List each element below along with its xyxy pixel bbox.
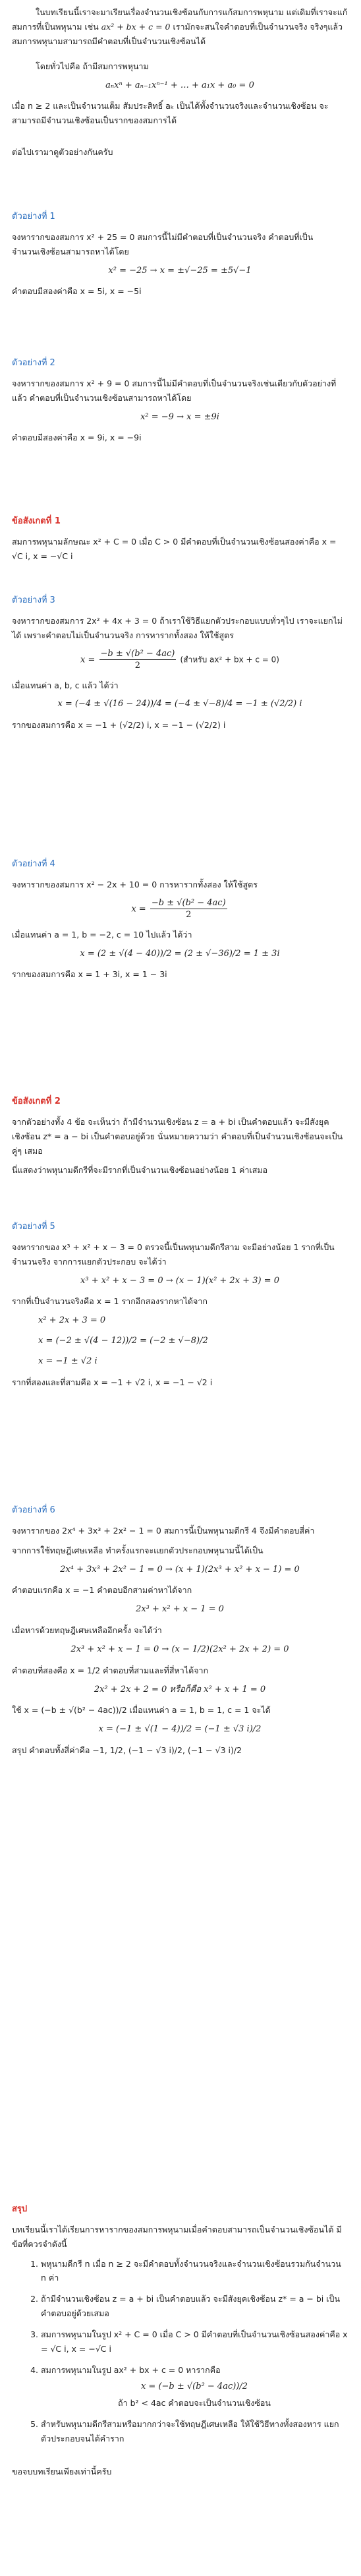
example-4-substitute-text: เมื่อแทนค่า a = 1, b = −2, c = 10 ไปแล้ว ได้ว่า	[12, 929, 192, 940]
quadratic-formula: x = $\frac{\text{−b ± √(b² − 4ac)}}{2}$ (สำหรับ ax² + bx + c = 0)	[80, 648, 279, 671]
example-6-solve: x = (−1 ± √(1 − 4))/2 = (−1 ± √3 i)/2	[98, 1724, 262, 1735]
example-6-text-2: จากการใช้ทฤษฎีเศษเหลือ ทำครั้งแรกจะแยกตัวประกอบพหุนามนี้ได้เป็น	[12, 1545, 264, 1555]
summary-item: 4. สมการพหุนามในรูป ax² + bx + c = 0 หารากคือ x = (−b ± √(b² − 4ac))/2 ถ้า b² < 4ac คำตอบจะเป็นจำนวนเชิงซ้อน	[41, 2363, 348, 2411]
example-5-quadratic: x² + 2x + 3 = 0	[38, 1315, 106, 1326]
example-4-answer: รากของสมการคือ x = 1 + 3i, x = 1 − 3i	[12, 969, 167, 980]
example-5-text-2: รากที่เป็นจำนวนจริงคือ x = 1 รากอีกสองรากหาได้จาก	[12, 1296, 208, 1307]
example-5-answer: รากที่สองและที่สามคือ x = −1 + √2 i, x = −1 − √2 i	[12, 1377, 213, 1387]
example-2-equation: x² = −9 → x = ±9i	[140, 411, 219, 422]
example-3-text: จงหารากของสมการ 2x² + 4x + 3 = 0 ถ้าเราใช้วิธีแยกตัวประกอบแบบทั่วๆไป เราจะแยกไม่ได้ เพราะคำตอบไม่เป็นจำนวนจริง การหารากทั้งสอง ให้ใช้สูตร	[12, 615, 343, 640]
example-6-heading: ตัวอย่างที่ 6	[12, 1505, 55, 1515]
example-6-factorization-2: 2x³ + x² + x − 1 = 0 → (x − 1/2)(2x² + 2x + 2) = 0	[70, 1644, 289, 1654]
summary-formula-note: ถ้า b² < 4ac คำตอบจะเป็นจำนวนเชิงซ้อน	[118, 2398, 271, 2409]
note-2	[12, 1094, 348, 1183]
note-1-heading: ข้อสังเกตที่ 1	[12, 516, 61, 526]
example-6-text-3: คำตอบแรกคือ x = −1 คำตอบอีกสามค่าหาได้จาก	[12, 1585, 192, 1596]
example-5-text: จงหารากของ x³ + x² + x − 3 = 0 ตรวจนี้เป็นพหุนามดีกรีสาม จะมีอย่างน้อย 1 รากที่เป็นจำนวนจริง จากการแยกตัวประกอบ จะได้ว่า	[12, 1242, 335, 1267]
note-2-heading: ข้อสังเกตที่ 2	[12, 1096, 61, 1106]
intro-paragraph-1: ในบทเรียนนี้เราจะมาเรียนเรื่องจำนวนเชิงซ้อนกับการแก้สมการพหุนาม แต่เดิมที่เราจะแก้สมการที่เป็นพหุนาม เช่น ax² + bx + c = 0 เรามักจะสนใจคำตอบที่เป็นจำนวนจริง จริงๆแล้ว สมการพหุนามสามารถมีคำตอบที่เป็นจำนวนเชิงซ้อนได้	[12, 7, 348, 46]
example-1-text: จงหารากของสมการ x² + 25 = 0 สมการนี้ไม่มีคำตอบที่เป็นจำนวนจริง คำตอบที่เป็นจำนวนเชิงซ้อนสามารถหาได้โดย	[12, 231, 314, 256]
intro-paragraph-4: ต่อไปเรามาดูตัวอย่างกันครับ	[12, 147, 113, 158]
example-4-substitution: x = (2 ± √(4 − 40))/2 = (2 ± √−36)/2 = 1 ± 3i	[80, 948, 280, 959]
general-polynomial-equation: aₙxⁿ + aₙ₋₁xⁿ⁻¹ + … + a₁x + a₀ = 0	[105, 80, 254, 90]
summary-item: 5. สำหรับพหุนามดีกรีสามหรือมากกว่าจะใช้ทฤษฎีเศษเหลือ ให้ใช้วิธีทางทั้งสองหาร แยกตัวประกอบจนได้คำราก	[41, 2417, 348, 2446]
quadratic-formula-fraction: $\frac{\text{−b ± √(b² − 4ac)}}{2}$	[100, 648, 175, 671]
summary-item: 3. สมการพหุนามในรูป x² + C = 0 เมื่อ C > 0 มีคำตอบที่เป็นจำนวนเชิงซ้อนสองค่าคือ x = √C i, x = −√C i	[41, 2327, 348, 2356]
summary-heading: สรุป	[12, 2204, 28, 2214]
example-2-answer: คำตอบมีสองค่าคือ x = 9i, x = −9i	[12, 433, 142, 443]
summary-item: 1. พหุนามดีกรี n เมื่อ n ≥ 2 จะมีคำตอบทั้งจำนวนจริงและจำนวนเชิงซ้อนรวมกันจำนวน n ค่า	[41, 2257, 348, 2286]
note-1	[12, 514, 348, 569]
example-6-text-6: ใช้ x = (−b ± √(b² − 4ac))/2 เมื่อแทนค่า a = 1, b = 1, c = 1 จะได้	[12, 1705, 271, 1716]
example-3-substitute-text: เมื่อแทนค่า a, b, c แล้ว ได้ว่า	[12, 680, 119, 690]
example-3-substitution: x = (−4 ± √(16 − 24))/4 = (−4 ± √−8)/4 = −1 ± (√2/2) i	[57, 699, 302, 709]
example-2	[12, 356, 348, 450]
example-2-heading: ตัวอย่างที่ 2	[12, 358, 55, 368]
summary-formula: x = (−b ± √(b² − 4ac))/2	[140, 2381, 248, 2391]
example-5	[12, 1220, 348, 1394]
example-5-factorization: x³ + x² + x − 3 = 0 → (x − 1)(x² + 2x + 3) = 0	[80, 1275, 279, 1286]
summary-item: 2. ถ้ามีจำนวนเชิงซ้อน z = a + bi เป็นคำตอบแล้ว จะมีสังยุคเชิงซ้อน z* = a − bi เป็นคำตอบอยู่ด้วยเสมอ	[41, 2292, 348, 2321]
summary-intro: บทเรียนนี้เราได้เรียนการหารากของสมการพหุนามเมื่อคำตอบสามารถเป็นจำนวนเชิงซ้อนได้ มีข้อที่ควรจำดังนี้	[12, 2224, 342, 2249]
example-6	[12, 1503, 348, 1763]
example-6-text: จงหารากของ 2x⁴ + 3x³ + 2x² − 1 = 0 สมการนี้เป็นพหุนามดีกรี 4 จึงมีคำตอบสี่ค่า	[12, 1525, 315, 1536]
closing-text: ขอจบบทเรียนเพียงเท่านี้ครับ	[12, 2467, 112, 2477]
example-5-roots: x = −1 ± √2 i	[38, 1356, 97, 1366]
example-5-solve: x = (−2 ± √(4 − 12))/2 = (−2 ± √−8)/2	[38, 1335, 208, 1346]
intro-paragraph-3: เมื่อ n ≥ 2 และเป็นจำนวนเต็ม สัมประสิทธิ์ aₖ เป็นได้ทั้งจำนวนจริงและจำนวนเชิงซ้อน จะสามารถมีจำนวนเชิงซ้อนเป็นรากของสมการได้	[12, 101, 329, 126]
example-1-heading: ตัวอย่างที่ 1	[12, 212, 55, 222]
example-1	[12, 210, 348, 304]
example-1-equation: x² = −25 → x = ±√−25 = ±5√−1	[108, 265, 252, 276]
example-6-text-4: เมื่อหารด้วยทฤษฎีเศษเหลืออีกครั้ง จะได้ว่า	[12, 1625, 162, 1635]
example-6-answer: สรุป คำตอบทั้งสี่ค่าคือ −1, 1/2, (−1 − √3 i)/2, (−1 − √3 i)/2	[12, 1745, 242, 1755]
example-6-text-5: คำตอบที่สองคือ x = 1/2 คำตอบที่สามและที่สี่หาได้จาก	[12, 1665, 209, 1675]
example-3-answer: รากของสมการคือ x = −1 + (√2/2) i, x = −1 − (√2/2) i	[12, 720, 226, 731]
example-3	[12, 593, 348, 738]
example-6-quadratic: 2x² + 2x + 2 = 0 หรือก็คือ x² + x + 1 = 0	[94, 1684, 266, 1694]
note-2-text-1: จากตัวอย่างทั้ง 4 ข้อ จะเห็นว่า ถ้ามีจำนวนเชิงซ้อน z = a + bi เป็นคำตอบแล้ว จะมีสังยุคเชิงซ้อน z* = a − bi เป็นคำตอบอยู่ด้วย นั่นหมายความว่า คำตอบที่เป็นจำนวนเชิงซ้อนจะเป็นคู่ๆ เสมอ	[12, 1116, 343, 1156]
example-4	[12, 857, 348, 987]
example-3-heading: ตัวอย่างที่ 3	[12, 595, 55, 605]
summary-section	[12, 2202, 348, 2484]
example-1-answer: คำตอบมีสองค่าคือ x = 5i, x = −5i	[12, 286, 142, 297]
note-2-text-2: นี่แสดงว่าพหุนามดีกรีที่จะมีรากที่เป็นจำนวนเชิงซ้อนอย่างน้อย 1 ค่าเสมอ	[12, 1165, 268, 1176]
example-2-text: จงหารากของสมการ x² + 9 = 0 สมการนี้ไม่มีคำตอบที่เป็นจำนวนจริงเช่นเดียวกับตัวอย่างที่แล้ว คำตอบที่เป็นจำนวนเชิงซ้อนสามารถหาได้โดย	[12, 378, 337, 403]
intro-paragraph-2: โดยทั่วไปคือ ถ้ามีสมการพหุนาม	[36, 61, 149, 71]
intro-section	[12, 5, 348, 165]
example-4-text: จงหารากของสมการ x² − 2x + 10 = 0 การหารากทั้งสอง ให้ใช้สูตร	[12, 879, 258, 889]
summary-list	[12, 2257, 348, 2447]
example-6-factorization-1: 2x⁴ + 3x³ + 2x² − 1 = 0 → (x + 1)(2x³ + x² + x − 1) = 0	[60, 1564, 300, 1574]
example-4-heading: ตัวอย่างที่ 4	[12, 859, 55, 869]
example-5-heading: ตัวอย่างที่ 5	[12, 1222, 55, 1232]
example-4-formula: x = $\frac{\text{−b ± √(b² − 4ac)}}{2}$	[131, 897, 226, 920]
note-1-text: สมการพหุนามลักษณะ x² + C = 0 เมื่อ C > 0 มีคำตอบที่เป็นจำนวนเชิงซ้อนสองค่าคือ x = √C i, x = −√C i	[12, 536, 337, 561]
example-6-cubic: 2x³ + x² + x − 1 = 0	[136, 1604, 224, 1615]
